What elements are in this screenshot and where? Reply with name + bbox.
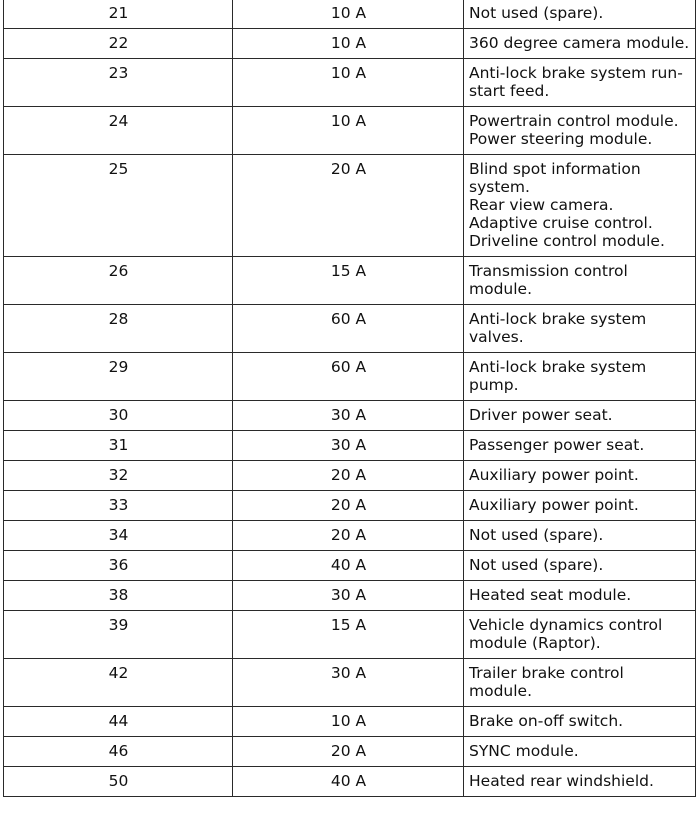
protected-component-cell: [464, 155, 696, 257]
fuse-rating-cell: 30 A: [233, 659, 464, 707]
protected-component-line: Brake on-off switch.: [469, 712, 624, 730]
protected-component-line: Not used (spare).: [469, 4, 604, 22]
fuse-number-cell: 33: [4, 491, 233, 521]
table-row: [4, 551, 696, 581]
fuse-rating-cell: 20 A: [233, 737, 464, 767]
protected-component-line: Auxiliary power point.: [469, 466, 639, 484]
fuse-number-cell: 24: [4, 107, 233, 155]
protected-component-line: Blind spot information system.: [469, 160, 641, 196]
protected-component-cell: [464, 611, 696, 659]
table-row: [4, 257, 696, 305]
protected-component-line: Power steering module.: [469, 130, 653, 148]
table-row: [4, 305, 696, 353]
fuse-number-cell: 22: [4, 29, 233, 59]
protected-component-line: Anti-lock brake system pump.: [469, 358, 647, 394]
protected-component-line: Rear view camera.: [469, 196, 614, 214]
protected-component-line: SYNC module.: [469, 742, 579, 760]
fuse-number-cell: 21: [4, 0, 233, 29]
protected-component-line: Not used (spare).: [469, 556, 604, 574]
fuse-rating-cell: 30 A: [233, 401, 464, 431]
fuse-number-cell: 29: [4, 353, 233, 401]
fuse-rating-cell: 10 A: [233, 0, 464, 29]
protected-component-cell: [464, 659, 696, 707]
fuse-table-body: [4, 0, 696, 797]
fuse-rating-cell: 20 A: [233, 491, 464, 521]
fuse-rating-cell: 60 A: [233, 305, 464, 353]
protected-component-line: Anti-lock brake system run-start feed.: [469, 64, 683, 100]
protected-component-cell: [464, 353, 696, 401]
protected-component-cell: [464, 461, 696, 491]
protected-component-line: Trailer brake control module.: [469, 664, 624, 700]
protected-component-line: Transmission control module.: [469, 262, 628, 298]
fuse-rating-cell: 60 A: [233, 353, 464, 401]
protected-component-line: Anti-lock brake system valves.: [469, 310, 647, 346]
protected-component-line: Auxiliary power point.: [469, 496, 639, 514]
table-row: [4, 431, 696, 461]
table-row: [4, 59, 696, 107]
protected-component-cell: [464, 257, 696, 305]
fuse-number-cell: 50: [4, 767, 233, 797]
table-row: [4, 737, 696, 767]
table-row: [4, 521, 696, 551]
fuse-rating-cell: 20 A: [233, 521, 464, 551]
fuse-number-cell: 46: [4, 737, 233, 767]
fuse-rating-cell: 15 A: [233, 611, 464, 659]
fuse-number-cell: 38: [4, 581, 233, 611]
protected-component-cell: [464, 401, 696, 431]
protected-component-line: Passenger power seat.: [469, 436, 645, 454]
protected-component-cell: [464, 767, 696, 797]
table-row: [4, 107, 696, 155]
table-row: [4, 611, 696, 659]
table-row: [4, 491, 696, 521]
table-row: [4, 0, 696, 29]
protected-component-cell: [464, 431, 696, 461]
fuse-rating-cell: 40 A: [233, 767, 464, 797]
protected-component-line: Heated seat module.: [469, 586, 632, 604]
fuse-number-cell: 42: [4, 659, 233, 707]
protected-component-line: Heated rear windshield.: [469, 772, 654, 790]
fuse-rating-cell: 10 A: [233, 707, 464, 737]
protected-component-cell: [464, 491, 696, 521]
protected-component-line: Vehicle dynamics control module (Raptor).: [469, 616, 663, 652]
protected-component-cell: [464, 107, 696, 155]
fuse-rating-cell: 10 A: [233, 107, 464, 155]
protected-component-line: Driver power seat.: [469, 406, 613, 424]
fuse-rating-cell: 30 A: [233, 431, 464, 461]
table-row: [4, 461, 696, 491]
table-row: [4, 707, 696, 737]
fuse-rating-cell: 40 A: [233, 551, 464, 581]
table-row: [4, 401, 696, 431]
fuse-table: [3, 0, 696, 797]
fuse-rating-cell: 30 A: [233, 581, 464, 611]
fuse-number-cell: 32: [4, 461, 233, 491]
fuse-number-cell: 36: [4, 551, 233, 581]
fuse-number-cell: 34: [4, 521, 233, 551]
fuse-number-cell: 23: [4, 59, 233, 107]
fuse-rating-cell: 10 A: [233, 59, 464, 107]
protected-component-line: Driveline control module.: [469, 232, 665, 250]
protected-component-cell: [464, 59, 696, 107]
protected-component-line: Powertrain control module.: [469, 112, 679, 130]
fuse-rating-cell: 15 A: [233, 257, 464, 305]
fuse-number-cell: 30: [4, 401, 233, 431]
protected-component-cell: [464, 305, 696, 353]
protected-component-cell: [464, 581, 696, 611]
fuse-number-cell: 39: [4, 611, 233, 659]
protected-component-line: 360 degree camera module.: [469, 34, 690, 52]
table-row: [4, 767, 696, 797]
fuse-rating-cell: 20 A: [233, 155, 464, 257]
protected-component-cell: [464, 737, 696, 767]
table-row: [4, 659, 696, 707]
protected-component-line: Not used (spare).: [469, 526, 604, 544]
table-row: [4, 155, 696, 257]
protected-component-cell: [464, 551, 696, 581]
table-row: [4, 29, 696, 59]
table-row: [4, 581, 696, 611]
protected-component-cell: [464, 521, 696, 551]
table-row: [4, 353, 696, 401]
fuse-number-cell: 28: [4, 305, 233, 353]
fuse-number-cell: 25: [4, 155, 233, 257]
fuse-number-cell: 31: [4, 431, 233, 461]
fuse-number-cell: 44: [4, 707, 233, 737]
fuse-rating-cell: 10 A: [233, 29, 464, 59]
protected-component-line: Adaptive cruise control.: [469, 214, 653, 232]
protected-component-cell: [464, 0, 696, 29]
protected-component-cell: [464, 29, 696, 59]
fuse-rating-cell: 20 A: [233, 461, 464, 491]
fuse-number-cell: 26: [4, 257, 233, 305]
protected-component-cell: [464, 707, 696, 737]
